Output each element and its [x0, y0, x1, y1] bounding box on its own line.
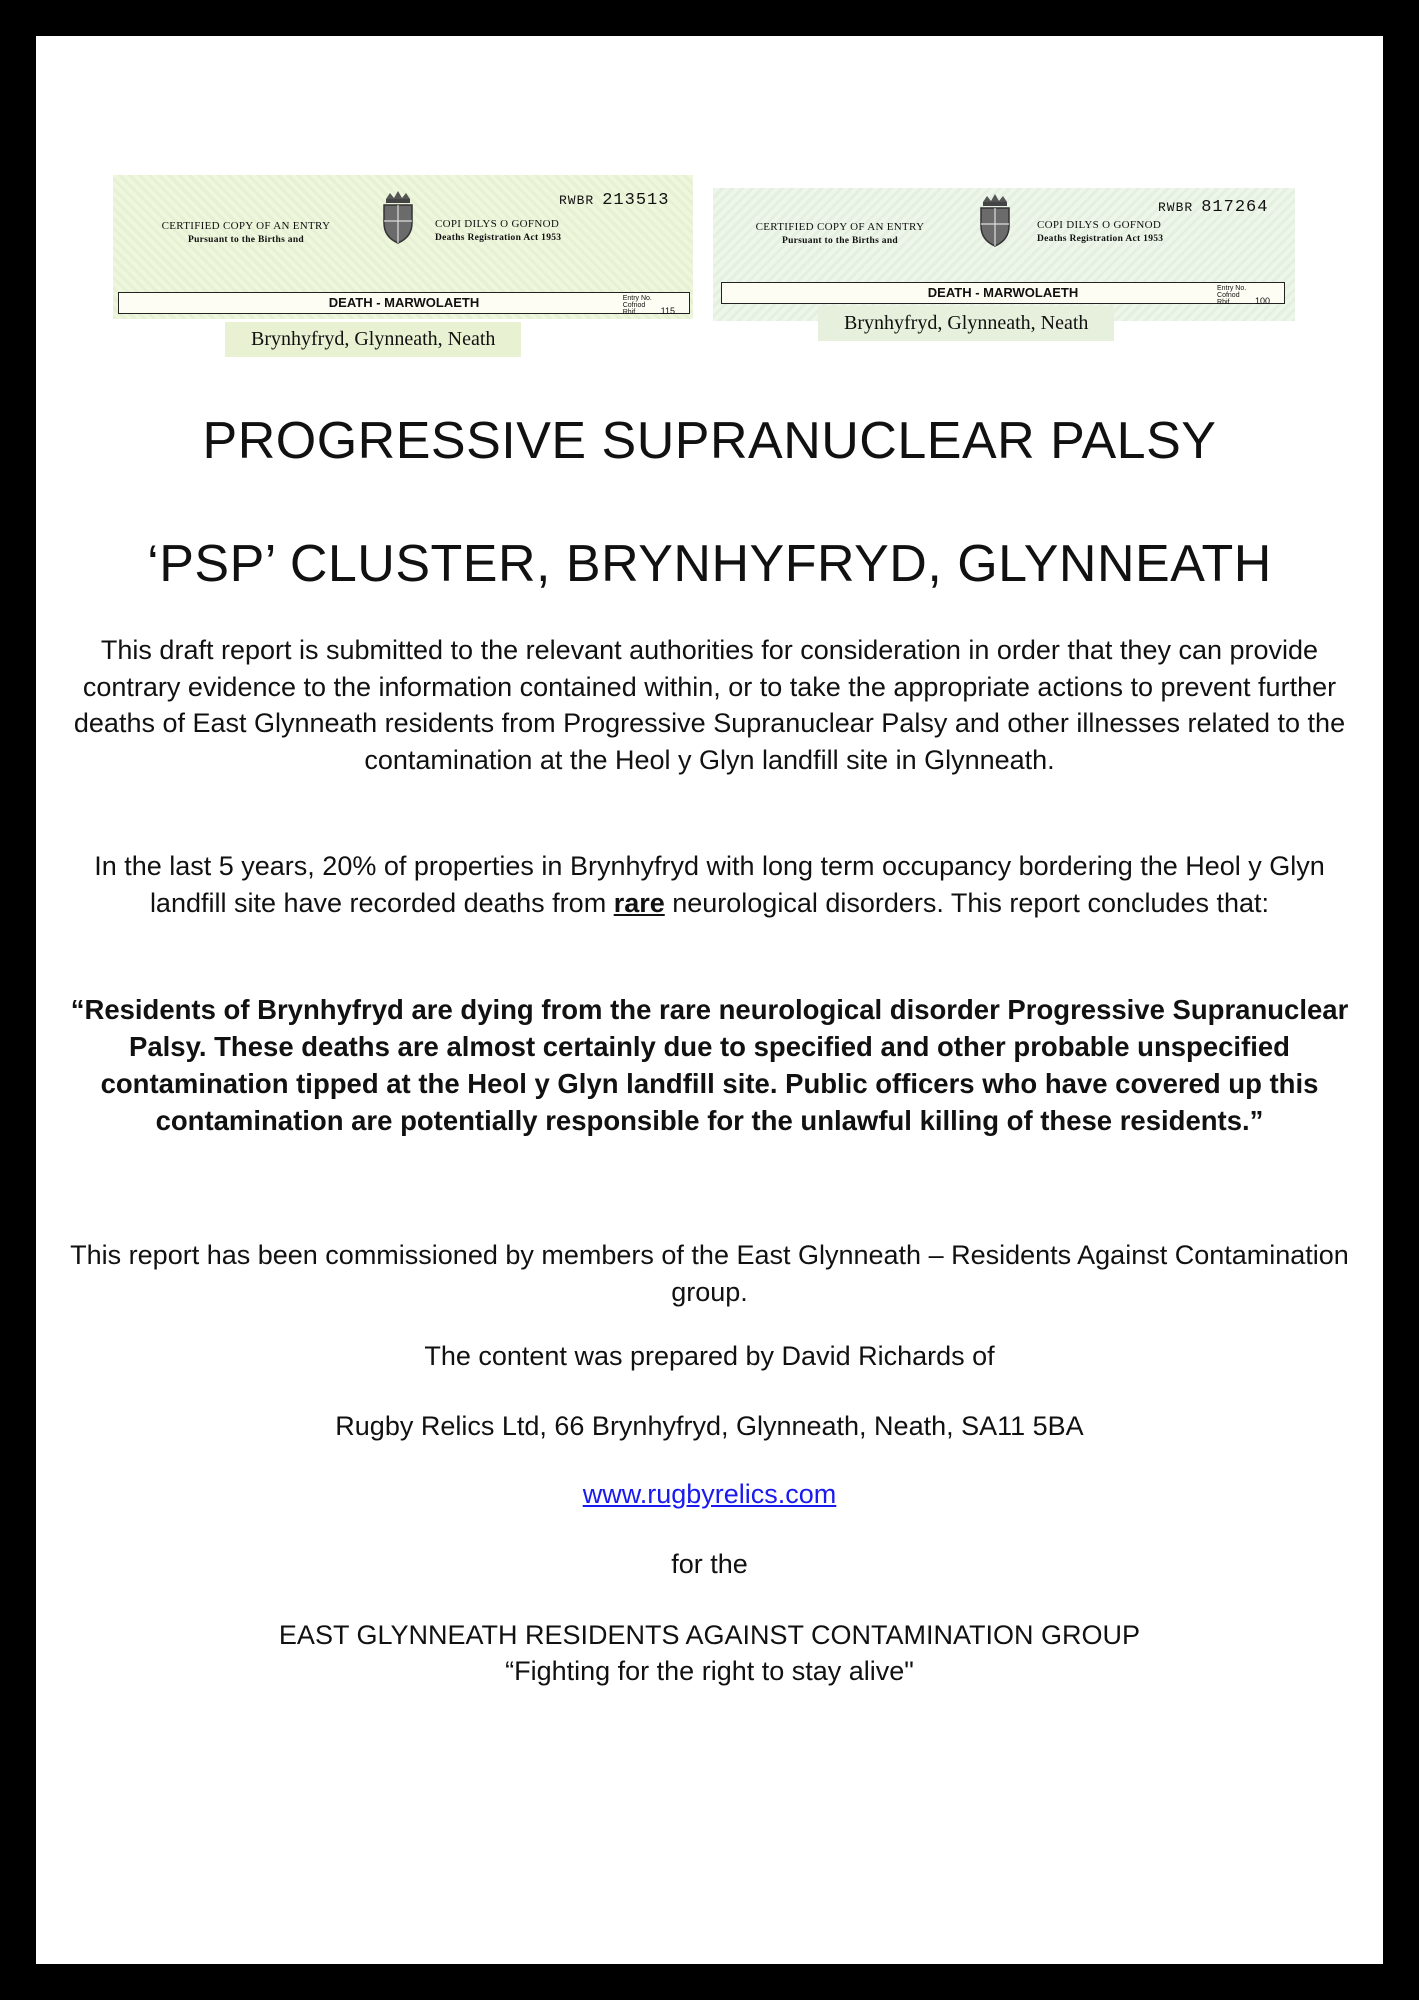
conclusion-quote: “Residents of Brynhyfryd are dying from the rare neurological disorder Progressive Supranuclear Palsy. These deaths are almost certainly due to specified and other probable unspecified contamination tipped at the Heol y Glyn landfill site. Public officers who have covered up this contamination are potentially responsible for the unlawful killing of these residents.”	[70, 994, 1349, 1136]
prepared-by: The content was prepared by David Richards of	[424, 1341, 995, 1371]
certificate-serial: RWBR 213513	[559, 191, 670, 210]
intro-paragraph: This draft report is submitted to the relevant authorities for consideration in order that they can provide contrary evidence to the information contained within, or to take the appropriate actions to prevent further deaths of East Glynneath residents from Progressive Supranuclear Palsy and other illnesses related to the contamination at the Heol y Glyn landfill site in Glynneath.	[73, 635, 1346, 775]
website-link[interactable]: www.rugbyrelics.com	[582, 1479, 837, 1509]
certificate-left-label: CERTIFIED COPY OF AN ENTRY Pursuant to the Births and	[161, 220, 331, 245]
company-address: Rugby Relics Ltd, 66 Brynhyfryd, Glynneath, Neath, SA11 5BA	[335, 1411, 1084, 1441]
royal-crest-icon	[973, 192, 1017, 248]
royal-crest-icon	[376, 189, 420, 245]
page-subtitle: ‘PSP’ CLUSTER, BRYNHYFRYD, GLYNNEATH	[147, 535, 1272, 593]
death-bar: DEATH - MARWOLAETH Entry No. Cofnod Rhif 115	[118, 292, 690, 314]
certificate-serial: RWBR 817264	[1158, 198, 1269, 217]
certificate-left-label: CERTIFIED COPY OF AN ENTRY Pursuant to the Births and	[755, 221, 925, 246]
death-certificate-2	[713, 188, 1295, 334]
for-the: for the	[671, 1549, 748, 1579]
commission-paragraph: This report has been commissioned by members of the East Glynneath – Residents Against Contamination group.	[70, 1240, 1349, 1307]
page-title: PROGRESSIVE SUPRANUCLEAR PALSY	[202, 412, 1217, 470]
certificate-address: Brynhyfryd, Glynneath, Neath	[818, 306, 1114, 341]
certificate-right-label: COPI DILYS O GOFNOD Deaths Registration Act 1953	[435, 218, 562, 243]
document-page	[36, 36, 1383, 1964]
group-motto: “Fighting for the right to stay alive"	[505, 1656, 914, 1686]
findings-paragraph: In the last 5 years, 20% of properties in Brynhyfryd with long term occupancy bordering the Heol y Glyn landfill site have recorded deaths from rare neurological disorders. This report concludes that:	[94, 851, 1325, 918]
group-name: EAST GLYNNEATH RESIDENTS AGAINST CONTAMINATION GROUP	[278, 1620, 1141, 1650]
death-bar: DEATH - MARWOLAETH Entry No. Cofnod Rhif 100	[721, 282, 1285, 304]
death-certificate-1	[113, 175, 693, 350]
certificate-address: Brynhyfryd, Glynneath, Neath	[225, 322, 521, 357]
entry-number: Entry No. Cofnod Rhif 100	[1217, 285, 1270, 306]
rare-emphasis: rare	[613, 887, 665, 918]
entry-number: Entry No. Cofnod Rhif 115	[622, 295, 675, 316]
certificate-right-label: COPI DILYS O GOFNOD Deaths Registration Act 1953	[1037, 219, 1164, 244]
